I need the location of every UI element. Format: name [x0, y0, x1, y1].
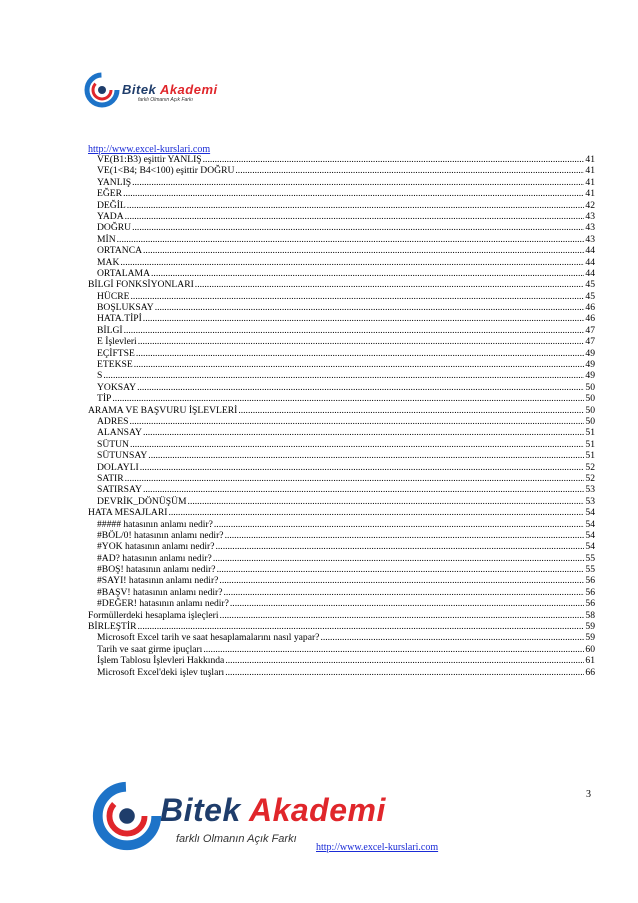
toc-entry-title: ORTALAMA	[97, 267, 151, 279]
toc-entry[interactable]	[97, 302, 595, 313]
toc-entry-title: SÜTUNSAY	[97, 450, 148, 462]
toc-entry-title: ALANSAY	[97, 427, 142, 439]
toc-entry-title: Microsoft Excel'deki işlev tuşları	[97, 666, 225, 678]
toc-entry-title: #SAYI! hatasının anlamı nedir?	[97, 575, 219, 587]
toc-entry-title: ##### hatasının anlamı nedir?	[97, 518, 213, 530]
toc-entry-title: VE(B1:B3) eşittir YANLIŞ	[97, 154, 202, 165]
toc-entry-title: ADRES	[97, 415, 129, 427]
toc-entry-page: 41	[585, 188, 595, 200]
toc-entry[interactable]	[88, 405, 595, 416]
toc-entry-page: 41	[585, 176, 595, 188]
toc-entry-page: 47	[585, 324, 595, 336]
toc-leader-dots	[168, 507, 584, 518]
toc-leader-dots	[130, 439, 584, 450]
toc-entry-page: 46	[585, 313, 595, 325]
toc-leader-dots	[125, 473, 585, 484]
page-number: 3	[586, 789, 591, 800]
toc-entry[interactable]	[97, 667, 595, 678]
toc-entry-page: 54	[585, 529, 595, 541]
toc-entry-page: 41	[585, 165, 595, 177]
toc-entry[interactable]	[97, 575, 595, 586]
toc-entry[interactable]	[88, 507, 595, 518]
toc-entry-title: ARAMA VE BAŞVURU İŞLEVLERİ	[88, 404, 238, 416]
toc-leader-dots	[217, 564, 585, 575]
toc-entry-title: Tarih ve saat girme ipuçları	[97, 643, 203, 655]
toc-entry-title: #YOK hatasının anlamı nedir?	[97, 541, 215, 553]
toc-leader-dots	[225, 667, 584, 678]
toc-entry-title: #BAŞV! hatasının anlamı nedir?	[97, 586, 223, 598]
toc-entry[interactable]	[88, 621, 595, 632]
toc-entry-title: #BÖL/0! hatasının anlamı nedir?	[97, 529, 224, 541]
toc-entry[interactable]	[97, 200, 595, 211]
toc-leader-dots	[127, 200, 585, 211]
toc-leader-dots	[132, 222, 584, 233]
toc-entry-page: 59	[585, 632, 595, 644]
toc-entry[interactable]	[88, 610, 595, 621]
toc-entry-title: DOĞRU	[97, 222, 132, 234]
brand-part-1: Bitek	[160, 792, 241, 828]
toc-leader-dots	[120, 257, 584, 268]
toc-entry-title: HÜCRE	[97, 290, 130, 302]
toc-leader-dots	[124, 325, 585, 336]
toc-entry-title: VE(1<B4; B4<100) eşittir DOĞRU	[97, 165, 235, 177]
toc-entry-title: İşlem Tablosu İşlevleri Hakkında	[97, 655, 225, 667]
footer-link[interactable]: http://www.excel-kurslari.com	[316, 842, 439, 853]
toc-entry-page: 60	[585, 643, 595, 655]
toc-entry-page: 58	[585, 609, 595, 621]
toc-entry-page: 45	[585, 290, 595, 302]
toc-leader-dots	[235, 165, 584, 176]
toc-entry[interactable]	[97, 632, 595, 643]
toc-entry[interactable]	[97, 427, 595, 438]
toc-entry[interactable]	[97, 530, 595, 541]
toc-entry-page: 41	[585, 154, 595, 165]
brand-name	[122, 82, 218, 97]
toc-entry[interactable]	[97, 393, 595, 404]
toc-entry-page: 44	[585, 256, 595, 268]
header-link[interactable]: http://www.excel-kurslari.com	[88, 144, 211, 155]
toc-leader-dots	[137, 382, 584, 393]
toc-leader-dots	[138, 336, 585, 347]
toc-entry-title: SÜTUN	[97, 438, 129, 450]
brand-part-1: Bitek	[122, 82, 157, 97]
toc-leader-dots	[151, 268, 584, 279]
toc-entry-title: MİN	[97, 233, 116, 245]
logo-text	[122, 82, 218, 103]
toc-entry-page: 51	[585, 427, 595, 439]
toc-entry-title: BİRLEŞTİR	[88, 621, 137, 633]
toc-entry-page: 49	[585, 359, 595, 371]
toc-entry-page: 44	[585, 267, 595, 279]
toc-leader-dots	[125, 211, 585, 222]
toc-entry-page: 66	[585, 666, 595, 678]
toc-entry[interactable]	[97, 325, 595, 336]
toc-leader-dots	[134, 359, 585, 370]
toc-entry-title: DEĞİL	[97, 199, 126, 211]
toc-entry[interactable]	[97, 234, 595, 245]
toc-leader-dots	[225, 655, 584, 666]
toc-entry[interactable]	[97, 336, 595, 347]
toc-entry-title: #BOŞ! hatasının anlamı nedir?	[97, 564, 216, 576]
toc-entry-page: 54	[585, 507, 595, 519]
toc-entry-title: SATIR	[97, 472, 124, 484]
toc-entry-title: E İşlevleri	[97, 336, 137, 348]
toc-leader-dots	[219, 575, 584, 586]
toc-leader-dots	[123, 188, 584, 199]
toc-entry[interactable]	[97, 154, 595, 165]
toc-entry-title: SATIRSAY	[97, 484, 142, 496]
toc-entry-page: 43	[585, 233, 595, 245]
toc-leader-dots	[138, 621, 585, 632]
toc-entry-page: 51	[585, 450, 595, 462]
toc-leader-dots	[143, 313, 585, 324]
brand-part-2: Akademi	[159, 82, 218, 97]
toc-leader-dots	[112, 393, 584, 404]
toc-entry-page: 43	[585, 222, 595, 234]
toc-leader-dots	[143, 245, 584, 256]
toc-entry[interactable]	[97, 416, 595, 427]
toc-entry[interactable]	[97, 268, 595, 279]
toc-entry[interactable]	[97, 211, 595, 222]
toc-entry-page: 55	[585, 552, 595, 564]
toc-entry-page: 54	[585, 541, 595, 553]
toc-entry[interactable]	[97, 439, 595, 450]
toc-entry-title: BOŞLUKSAY	[97, 302, 154, 314]
brand-part-2: Akademi	[248, 792, 386, 828]
toc-entry-page: 43	[585, 210, 595, 222]
toc-entry-title: BİLGİ	[97, 324, 123, 336]
toc-leader-dots	[230, 598, 585, 609]
toc-entry-page: 50	[585, 381, 595, 393]
toc-entry[interactable]	[97, 553, 595, 564]
toc-entry-title: #AD? hatasının anlamı nedir?	[97, 552, 212, 564]
toc-leader-dots	[143, 427, 584, 438]
toc-entry-title: YADA	[97, 210, 124, 222]
toc-entry[interactable]	[97, 291, 595, 302]
toc-entry[interactable]	[97, 245, 595, 256]
toc-entry-title: EÇİFTSE	[97, 347, 135, 359]
toc-entry[interactable]	[88, 279, 595, 290]
toc-entry-page: 53	[585, 495, 595, 507]
toc-entry[interactable]	[97, 655, 595, 666]
toc-entry-title: YOKSAY	[97, 381, 137, 393]
logo-swirl-icon	[82, 70, 122, 115]
toc-entry-title: HATA.TİPİ	[97, 313, 142, 325]
toc-entry[interactable]	[97, 359, 595, 370]
toc-entry[interactable]	[97, 496, 595, 507]
toc-entry-page: 42	[585, 199, 595, 211]
toc-entry[interactable]	[97, 177, 595, 188]
toc-entry[interactable]	[97, 462, 595, 473]
toc-leader-dots	[213, 553, 585, 564]
toc-entry[interactable]	[97, 450, 595, 461]
toc-entry-page: 45	[585, 279, 595, 291]
toc-entry[interactable]	[97, 519, 595, 530]
toc-entry-title: EĞER	[97, 188, 123, 200]
toc-entry-title: DEVRİK_DÖNÜŞÜM	[97, 495, 187, 507]
toc-leader-dots	[225, 530, 585, 541]
toc-leader-dots	[132, 177, 584, 188]
logo-tagline: farklı Olmanın Açık Farkı	[176, 833, 297, 845]
toc-leader-dots	[216, 541, 585, 552]
brand-name	[160, 792, 386, 829]
toc-entry[interactable]	[97, 564, 595, 575]
toc-entry-title: DOLAYLI	[97, 461, 139, 473]
toc-entry-page: 59	[585, 621, 595, 633]
toc-entry-page: 49	[585, 347, 595, 359]
toc-entry[interactable]	[97, 222, 595, 233]
toc-entry-page: 56	[585, 598, 595, 610]
header-logo	[82, 70, 218, 115]
toc-entry-page: 47	[585, 336, 595, 348]
toc-leader-dots	[148, 450, 584, 461]
toc-leader-dots	[136, 348, 585, 359]
toc-leader-dots	[238, 405, 584, 416]
toc-entry-page: 52	[585, 472, 595, 484]
toc-entry-page: 53	[585, 484, 595, 496]
toc-entry-page: 46	[585, 302, 595, 314]
toc-entry-page: 54	[585, 518, 595, 530]
toc-entry-page: 50	[585, 393, 595, 405]
toc-entry[interactable]	[97, 165, 595, 176]
toc-leader-dots	[203, 644, 584, 655]
toc-leader-dots	[220, 610, 585, 621]
toc-entry-page: 50	[585, 415, 595, 427]
toc-entry[interactable]	[97, 370, 595, 381]
toc-leader-dots	[155, 302, 585, 313]
toc-leader-dots	[203, 154, 585, 165]
toc-entry[interactable]	[97, 188, 595, 199]
toc-entry-page: 49	[585, 370, 595, 382]
toc-leader-dots	[140, 462, 585, 473]
toc-entry-page: 55	[585, 564, 595, 576]
toc-entry[interactable]	[97, 541, 595, 552]
toc-entry[interactable]	[97, 313, 595, 324]
toc-entry-page: 51	[585, 438, 595, 450]
toc-leader-dots	[224, 587, 585, 598]
toc-entry-title: S	[97, 370, 103, 382]
logo-text	[160, 792, 386, 845]
toc-leader-dots	[143, 484, 584, 495]
toc-entry-page: 56	[585, 575, 595, 587]
toc-entry-title: ETEKSE	[97, 359, 133, 371]
toc-entry-page: 50	[585, 404, 595, 416]
logo-tagline: farklı Olmanın Açık Farkı	[138, 97, 193, 103]
toc-entry-title: Microsoft Excel tarih ve saat hesaplamalarını nasıl yapar?	[97, 632, 320, 644]
toc-entry-title: YANLIŞ	[97, 176, 132, 188]
toc-entry-title: MAK	[97, 256, 120, 268]
toc-leader-dots	[195, 279, 585, 290]
toc-entry-page: 61	[585, 655, 595, 667]
toc-leader-dots	[188, 496, 585, 507]
toc-entry-title: ORTANCA	[97, 245, 143, 257]
toc-entry-title: BİLGİ FONKSİYONLARI	[88, 279, 194, 291]
toc-entry-title: #DEĞER! hatasının anlamı nedir?	[97, 598, 229, 610]
toc-leader-dots	[103, 370, 584, 381]
toc-entry[interactable]	[97, 382, 595, 393]
toc-entry[interactable]	[97, 473, 595, 484]
toc-leader-dots	[131, 291, 585, 302]
toc-entry-page: 44	[585, 245, 595, 257]
logo-swirl-icon	[88, 777, 166, 860]
toc-leader-dots	[129, 416, 584, 427]
toc-leader-dots	[320, 632, 584, 643]
toc-entry[interactable]	[97, 484, 595, 495]
toc-entry[interactable]	[97, 587, 595, 598]
toc-entry[interactable]	[97, 598, 595, 609]
table-of-contents	[88, 154, 595, 678]
toc-entry-page: 52	[585, 461, 595, 473]
toc-leader-dots	[214, 519, 585, 530]
toc-entry-page: 56	[585, 586, 595, 598]
toc-entry-title: HATA MESAJLARI	[88, 507, 168, 519]
toc-entry[interactable]	[97, 644, 595, 655]
toc-entry[interactable]	[97, 348, 595, 359]
toc-entry-title: TİP	[97, 393, 112, 405]
toc-entry-title: Formüllerdeki hesaplama işleçleri	[88, 609, 219, 621]
toc-entry[interactable]	[97, 257, 595, 268]
toc-leader-dots	[117, 234, 585, 245]
